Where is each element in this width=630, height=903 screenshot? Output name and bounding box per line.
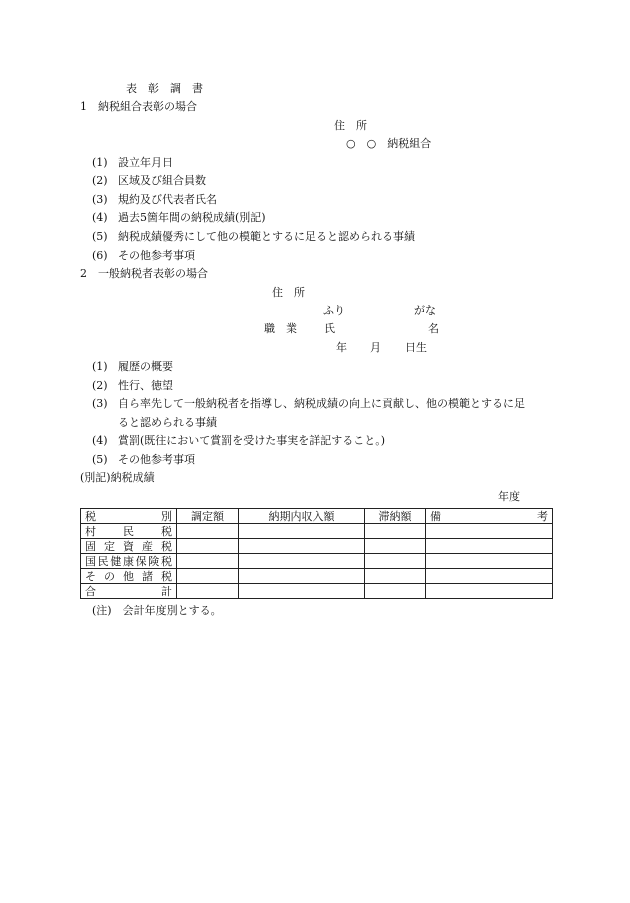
cell-empty <box>177 554 239 569</box>
cell-empty <box>426 569 553 584</box>
item-number: (4) <box>92 211 108 224</box>
header-remarks-char-a: 備 <box>430 509 441 523</box>
list-item-continuation: ると認められる事績 <box>118 416 217 429</box>
row-label <box>81 524 177 539</box>
birth-month-label: 月 <box>370 341 381 354</box>
cell-empty <box>177 524 239 539</box>
row-label-char: 村 <box>85 524 96 538</box>
table-row <box>81 554 553 569</box>
header-tax-char-a: 税 <box>85 509 96 523</box>
header-assessed: 調定額 <box>177 509 239 524</box>
item-text: 過去5箇年間の納税成績(別記) <box>118 211 266 224</box>
cell-empty <box>239 539 365 554</box>
document-title: 表 彰 調 書 <box>126 82 203 95</box>
row-label-text <box>85 541 172 552</box>
cell-empty <box>426 524 553 539</box>
row-label-char: 税 <box>161 569 172 583</box>
item-text: 区域及び組合員数 <box>118 174 206 187</box>
list-item <box>92 361 173 372</box>
total-char-a: 合 <box>85 584 96 598</box>
row-label-char: 資 <box>123 539 134 553</box>
cell-empty <box>426 584 553 599</box>
row-label-char: 康 <box>122 554 134 568</box>
row-label-char: 保 <box>135 554 147 568</box>
row-label-text <box>85 571 172 582</box>
cell-empty <box>426 539 553 554</box>
list-item <box>92 212 266 223</box>
occupation-label: 職 業 <box>264 322 297 335</box>
item-number: (3) <box>92 397 108 410</box>
item-text: その他参考事項 <box>118 453 195 466</box>
name-label-right: 名 <box>428 322 439 335</box>
list-item <box>92 194 217 205</box>
row-label-char: 国 <box>85 554 96 568</box>
table-row <box>81 569 553 584</box>
cell-empty <box>365 584 426 599</box>
row-label-char: 民 <box>97 554 109 568</box>
header-tax-type <box>81 509 177 524</box>
row-label-char: 税 <box>160 554 172 568</box>
item-text: 性行、徳望 <box>118 379 173 392</box>
list-item <box>92 454 195 465</box>
cell-empty <box>177 539 239 554</box>
header-remarks <box>426 509 553 524</box>
table-header-row <box>81 509 553 524</box>
row-label <box>81 554 177 569</box>
row-label-char: 税 <box>161 539 172 553</box>
list-item <box>92 380 173 391</box>
row-label-char: 健 <box>110 554 122 568</box>
birth-day-label: 日生 <box>405 341 427 354</box>
total-char-b: 計 <box>161 584 172 598</box>
item-number: (4) <box>92 434 108 447</box>
item-number: (2) <box>92 379 108 392</box>
table-row <box>81 524 553 539</box>
item-number: (2) <box>92 174 108 187</box>
row-label-text <box>85 526 172 537</box>
cell-empty <box>365 539 426 554</box>
section2-heading: 2 一般納税者表彰の場合 <box>80 267 208 280</box>
row-label-char: そ <box>85 569 96 583</box>
list-item <box>92 175 206 186</box>
name-label-left: 氏 <box>324 322 335 335</box>
item-number: (3) <box>92 193 108 206</box>
item-text: 履歴の概要 <box>118 360 173 373</box>
list-item <box>92 231 415 242</box>
row-label-char: 民 <box>123 524 134 538</box>
cell-empty <box>239 569 365 584</box>
item-text: 設立年月日 <box>118 156 173 169</box>
total-label <box>81 584 177 599</box>
cell-empty <box>426 554 553 569</box>
section1-heading: 1 納税組合表彰の場合 <box>80 100 197 113</box>
list-item <box>92 250 195 261</box>
row-label-char: 固 <box>85 539 96 553</box>
cell-empty <box>365 554 426 569</box>
item-text: その他参考事項 <box>118 249 195 262</box>
birth-year-label: 年 <box>336 341 347 354</box>
row-label-char: 諸 <box>142 569 153 583</box>
furigana-right: がな <box>414 304 436 317</box>
row-label <box>81 539 177 554</box>
list-item <box>92 398 525 409</box>
header-remarks-char-b: 考 <box>537 509 548 523</box>
year-label: 年度 <box>498 490 520 503</box>
appendix-note: (注) 会計年度別とする。 <box>92 604 222 617</box>
cell-empty <box>239 554 365 569</box>
item-number: (1) <box>92 156 108 169</box>
cell-empty <box>239 524 365 539</box>
header-collected: 納期内収入額 <box>239 509 365 524</box>
tax-results-table <box>80 508 553 599</box>
cell-empty <box>177 569 239 584</box>
item-number: (6) <box>92 249 108 262</box>
cell-empty <box>177 584 239 599</box>
row-label-char: 産 <box>142 539 153 553</box>
header-tax-char-b: 別 <box>161 509 172 523</box>
furigana-left: ふり <box>323 304 345 317</box>
table-row <box>81 539 553 554</box>
item-text: 賞罰(既往において賞罰を受けた事実を詳記すること。) <box>118 434 386 447</box>
row-label-text <box>85 556 172 567</box>
item-text: 自ら率先して一般納税者を指導し、納税成績の向上に貢献し、他の模範とするに足 <box>118 397 525 410</box>
list-item <box>92 157 173 168</box>
header-delinquent: 滞納額 <box>365 509 426 524</box>
cell-empty <box>365 569 426 584</box>
list-item <box>92 435 385 446</box>
item-text: 規約及び代表者氏名 <box>118 193 217 206</box>
appendix-heading: (別記)納税成績 <box>80 471 155 484</box>
row-label-char: 定 <box>104 539 115 553</box>
row-label-char: 他 <box>123 569 134 583</box>
section1-address-label: 住 所 <box>334 119 367 132</box>
item-number: (5) <box>92 230 108 243</box>
row-label-char: 税 <box>161 524 172 538</box>
item-number: (1) <box>92 360 108 373</box>
item-text: 納税成績優秀にして他の模範とするに足ると認められる事績 <box>118 230 415 243</box>
row-label <box>81 569 177 584</box>
section2-address-label: 住 所 <box>272 286 305 299</box>
row-label-char: 険 <box>148 554 160 568</box>
cell-empty <box>239 584 365 599</box>
row-label-char: の <box>104 569 115 583</box>
item-number: (5) <box>92 453 108 466</box>
cell-empty <box>365 524 426 539</box>
section1-union-name: ○ ○ 納税組合 <box>346 137 432 150</box>
table-total-row <box>81 584 553 599</box>
